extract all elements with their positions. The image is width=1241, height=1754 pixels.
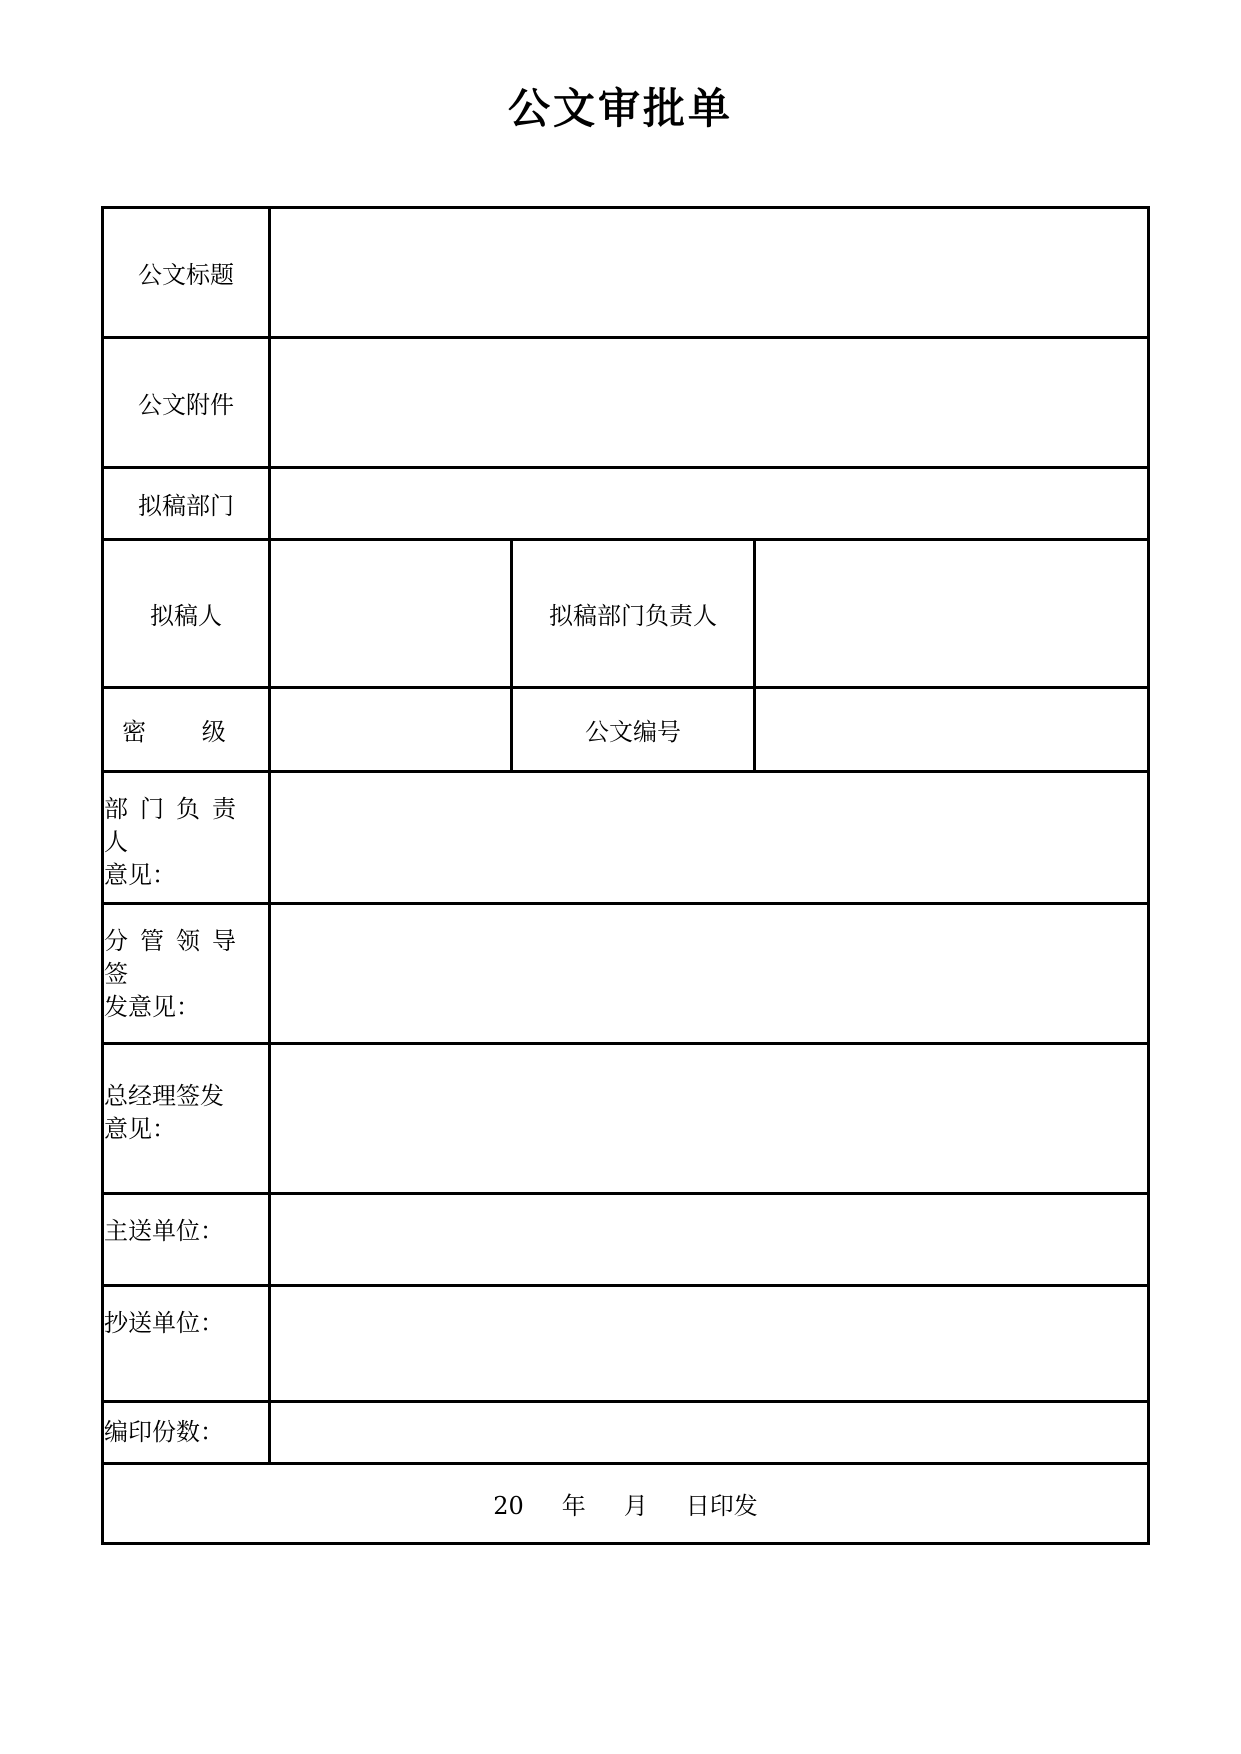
row-secret-level — [103, 688, 1149, 772]
dept-head-opinion-field[interactable] — [270, 772, 1149, 904]
row-cc-recipient — [103, 1286, 1149, 1402]
drafting-dept-field[interactable] — [270, 468, 1149, 540]
doc-title-label: 公文标题 — [103, 208, 270, 338]
secret-level-field[interactable] — [270, 688, 512, 772]
drafting-dept-head-label: 拟稿部门负责人 — [512, 540, 755, 688]
leader-opinion-field[interactable] — [270, 904, 1149, 1044]
row-drafting-dept — [103, 468, 1149, 540]
cc-recipient-label: 抄送单位： — [103, 1286, 270, 1402]
main-recipient-field[interactable] — [270, 1194, 1149, 1286]
doc-attachment-label: 公文附件 — [103, 338, 270, 468]
approval-form-table — [101, 206, 1150, 1545]
drafter-label: 拟稿人 — [103, 540, 270, 688]
secret-level-text: 密 级 — [122, 718, 250, 746]
row-gm-opinion — [103, 1044, 1149, 1194]
main-recipient-label: 主送单位： — [103, 1194, 270, 1286]
doc-number-field[interactable] — [755, 688, 1149, 772]
row-doc-attachment — [103, 338, 1149, 468]
copies-field[interactable] — [270, 1402, 1149, 1464]
leader-opinion-line2: 发意见： — [104, 993, 200, 1021]
doc-attachment-field[interactable] — [270, 338, 1149, 468]
dept-head-opinion-label — [103, 772, 270, 904]
doc-title-field[interactable] — [270, 208, 1149, 338]
doc-number-label: 公文编号 — [512, 688, 755, 772]
row-leader-opinion — [103, 904, 1149, 1044]
issue-date — [103, 1464, 1149, 1544]
drafting-dept-label: 拟稿部门 — [103, 468, 270, 540]
drafter-field[interactable] — [270, 540, 512, 688]
issue-month: 月 — [623, 1492, 648, 1520]
gm-opinion-line1: 总经理签发 — [104, 1082, 224, 1110]
issue-year: 年 — [561, 1492, 586, 1520]
row-doc-title — [103, 208, 1149, 338]
row-copies — [103, 1402, 1149, 1464]
leader-opinion-label — [103, 904, 270, 1044]
cc-recipient-field[interactable] — [270, 1286, 1149, 1402]
row-issue-date — [103, 1464, 1149, 1544]
leader-opinion-line1: 分管领导签 — [104, 927, 248, 988]
page-title: 公文审批单 — [507, 84, 733, 133]
drafting-dept-head-field[interactable] — [755, 540, 1149, 688]
dept-head-opinion-line1: 部门负责人 — [104, 795, 248, 856]
secret-level-label — [103, 688, 270, 772]
gm-opinion-field[interactable] — [270, 1044, 1149, 1194]
gm-opinion-label — [103, 1044, 270, 1194]
dept-head-opinion-line2: 意见： — [104, 861, 176, 889]
row-drafter — [103, 540, 1149, 688]
gm-opinion-line2: 意见： — [104, 1115, 176, 1143]
row-main-recipient — [103, 1194, 1149, 1286]
issue-day: 日印发 — [685, 1492, 758, 1520]
copies-label: 编印份数： — [103, 1402, 270, 1464]
issue-year-prefix: 20 — [493, 1492, 524, 1520]
row-dept-head-opinion — [103, 772, 1149, 904]
